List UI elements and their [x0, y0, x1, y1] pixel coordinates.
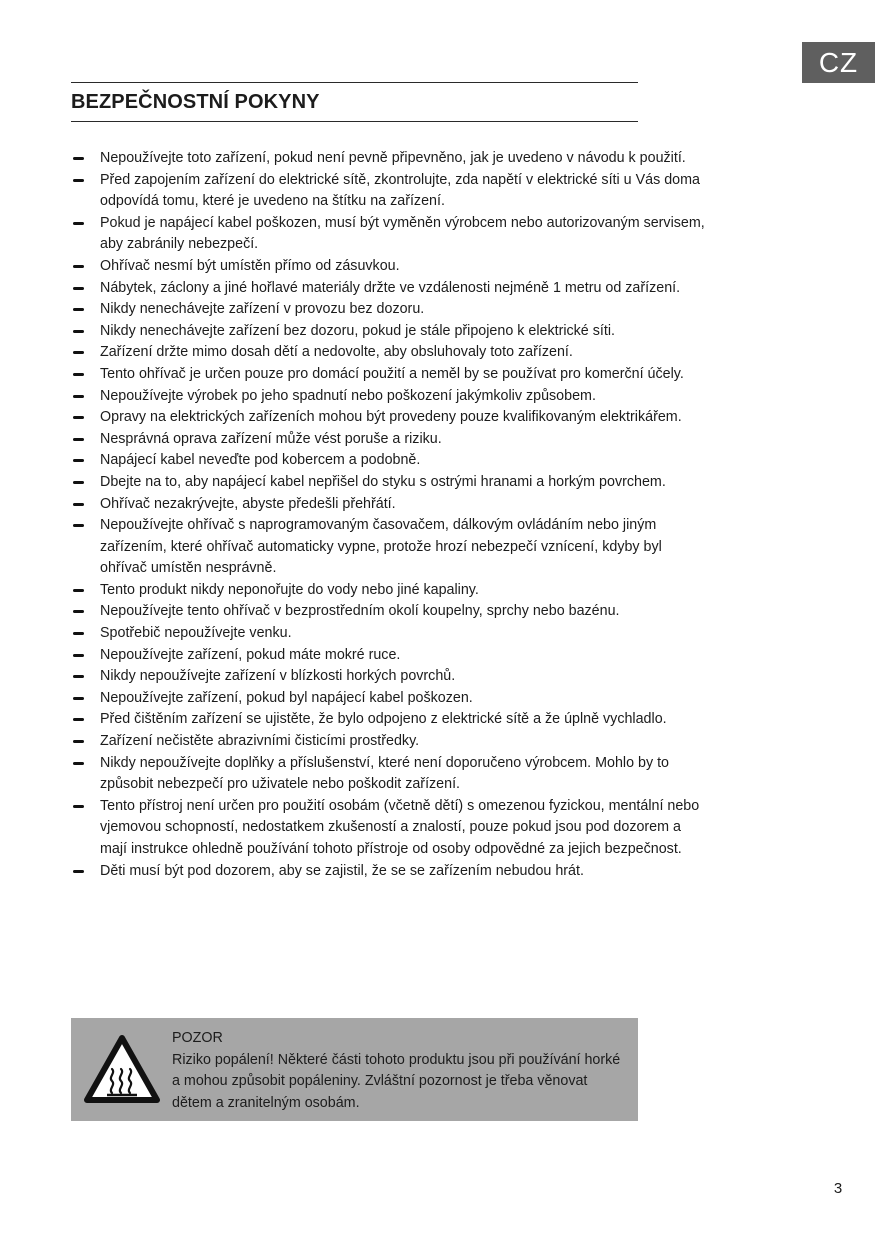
list-item — [71, 170, 711, 213]
list-item — [71, 407, 711, 429]
list-item-text: Nepoužívejte zařízení, pokud máte mokré ruce. — [100, 646, 401, 663]
list-item-text: Tento produkt nikdy neponořujte do vody nebo jiné kapaliny. — [100, 581, 479, 598]
list-item — [71, 450, 711, 472]
list-item — [71, 213, 711, 256]
caution-title: POZOR — [172, 1030, 223, 1046]
list-item-text: Zařízení nečistěte abrazivními čisticími prostředky. — [100, 733, 420, 750]
list-item — [71, 386, 711, 408]
title-rule — [71, 121, 638, 122]
list-item-text: Nesprávná oprava zařízení může vést poruše a riziku. — [100, 430, 442, 447]
bullet-dash-icon — [73, 870, 84, 873]
bullet-dash-icon — [73, 416, 84, 419]
list-item-text: Nepoužívejte zařízení, pokud byl napájecí kabel poškozen. — [100, 689, 473, 706]
list-item-text: Nepoužívejte výrobek po jeho spadnutí nebo poškození jakýmkoliv způsobem. — [100, 387, 596, 404]
list-item-text: Nepoužívejte tento ohřívač v bezprostředním okolí koupelny, sprchy nebo bazénu. — [100, 603, 620, 620]
hot-surface-warning-icon — [83, 1034, 161, 1104]
caution-text-block — [172, 1028, 622, 1114]
bullet-dash-icon — [73, 459, 84, 462]
bullet-dash-icon — [73, 481, 84, 484]
list-item — [71, 666, 711, 688]
bullet-dash-icon — [73, 675, 84, 678]
safety-instructions-list — [71, 148, 711, 882]
list-item-text: Pokud je napájecí kabel poškozen, musí být vyměněn výrobcem nebo autorizovaným servisem, aby zabránily nebezpečí. — [100, 214, 705, 253]
list-item — [71, 601, 711, 623]
list-item — [71, 515, 711, 580]
bullet-dash-icon — [73, 503, 84, 506]
list-item — [71, 623, 711, 645]
list-item — [71, 148, 711, 170]
bullet-dash-icon — [73, 351, 84, 354]
list-item-text: Nepoužívejte toto zařízení, pokud není pevně připevněno, jak je uvedeno v návodu k použití. — [100, 150, 686, 166]
list-item — [71, 861, 711, 883]
list-item — [71, 580, 711, 602]
list-item-text: Ohřívač nesmí být umístěn přímo od zásuvkou. — [100, 257, 400, 274]
caution-body: Riziko popálení! Některé části tohoto produktu jsou při používání horké a mohou způsobit popáleniny. Zvláštní pozornost je třeba věnovat dětem a zranitelným osobám. — [172, 1051, 621, 1111]
list-item — [71, 753, 711, 796]
list-item — [71, 731, 711, 753]
list-item-text: Nikdy nepoužívejte zařízení v blízkosti horkých povrchů. — [100, 668, 456, 685]
bullet-dash-icon — [73, 373, 84, 376]
list-item-text: Před zapojením zařízení do elektrické sítě, zkontrolujte, zda napětí v elektrické síti u Vás doma odpovídá tomu, které je uvedeno na štítku na zařízení. — [100, 171, 700, 210]
list-item-text: Spotřebič nepoužívejte venku. — [100, 625, 292, 642]
caution-box — [71, 1018, 638, 1121]
list-item — [71, 688, 711, 710]
list-item-text: Ohřívač nezakrývejte, abyste předešli přehřátí. — [100, 495, 396, 512]
list-item — [71, 256, 711, 278]
top-rule — [71, 82, 638, 83]
list-item — [71, 299, 711, 321]
bullet-dash-icon — [73, 740, 84, 743]
list-item-text: Tento přístroj není určen pro použití osobám (včetně dětí) s omezenou fyzickou, mentální nebo vjemovou schopností, nedostatkem zkušeností a znalostí, pouze pokud jsou pod dozorem a mají instrukce ohledně používání tohoto přístroje od osoby odpovědné za jejich bezpečnost. — [100, 797, 700, 857]
bullet-dash-icon — [73, 330, 84, 333]
bullet-dash-icon — [73, 287, 84, 290]
list-item — [71, 278, 711, 300]
bullet-dash-icon — [73, 654, 84, 657]
list-item-text: Nábytek, záclony a jiné hořlavé materiály držte ve vzdálenosti nejméně 1 metru od zařízení. — [100, 279, 681, 296]
list-item — [71, 645, 711, 667]
bullet-dash-icon — [73, 718, 84, 721]
bullet-dash-icon — [73, 610, 84, 613]
list-item-text: Nikdy nenechávejte zařízení v provozu bez dozoru. — [100, 301, 425, 318]
list-item — [71, 472, 711, 494]
bullet-dash-icon — [73, 589, 84, 592]
list-item — [71, 494, 711, 516]
list-item — [71, 342, 711, 364]
list-item — [71, 709, 711, 731]
bullet-dash-icon — [73, 222, 84, 225]
page-title: BEZPEČNOSTNÍ POKYNY — [71, 91, 320, 113]
list-item-text: Nikdy nepoužívejte doplňky a příslušenství, které není doporučeno výrobcem. Mohlo by to způsobit nebezpečí pro uživatele nebo poškodit zařízení. — [100, 754, 670, 793]
bullet-dash-icon — [73, 179, 84, 182]
list-item-text: Nepoužívejte ohřívač s naprogramovaným časovačem, dálkovým ovládáním nebo jiným zařízením, které ohřívač automaticky vypne, protože hrozí nebezpečí vznícení, kdyby byl ohřívač umístěn nesprávně. — [100, 517, 662, 577]
list-item — [71, 429, 711, 451]
page-number: 3 — [833, 1180, 843, 1197]
bullet-dash-icon — [73, 395, 84, 398]
bullet-dash-icon — [73, 438, 84, 441]
list-item — [71, 321, 711, 343]
list-item-text: Napájecí kabel neveďte pod kobercem a podobně. — [100, 452, 421, 469]
list-item-text: Zařízení držte mimo dosah dětí a nedovolte, aby obsluhovaly toto zařízení. — [100, 344, 573, 361]
list-item — [71, 364, 711, 386]
bullet-dash-icon — [73, 805, 84, 808]
list-item-text: Děti musí být pod dozorem, aby se zajistil, že se se zařízením nebudou hrát. — [100, 862, 584, 879]
bullet-dash-icon — [73, 697, 84, 700]
bullet-dash-icon — [73, 265, 84, 268]
list-item-text: Před čištěním zařízení se ujistěte, že bylo odpojeno z elektrické sítě a že úplně vychladlo. — [100, 711, 667, 728]
bullet-dash-icon — [73, 632, 84, 635]
bullet-dash-icon — [73, 157, 84, 160]
list-item-text: Nikdy nenechávejte zařízení bez dozoru, pokud je stále připojeno k elektrické síti. — [100, 322, 615, 339]
list-item-text: Dbejte na to, aby napájecí kabel nepřišel do styku s ostrými hranami a horkým povrchem. — [100, 473, 666, 490]
language-tab: CZ — [802, 42, 875, 83]
list-item-text: Tento ohřívač je určen pouze pro domácí použití a neměl by se používat pro komerční účely. — [100, 365, 684, 382]
bullet-dash-icon — [73, 524, 84, 527]
bullet-dash-icon — [73, 762, 84, 765]
list-item — [71, 796, 711, 861]
bullet-dash-icon — [73, 308, 84, 311]
list-item-text: Opravy na elektrických zařízeních mohou být provedeny pouze kvalifikovaným elektrikářem. — [100, 409, 682, 426]
